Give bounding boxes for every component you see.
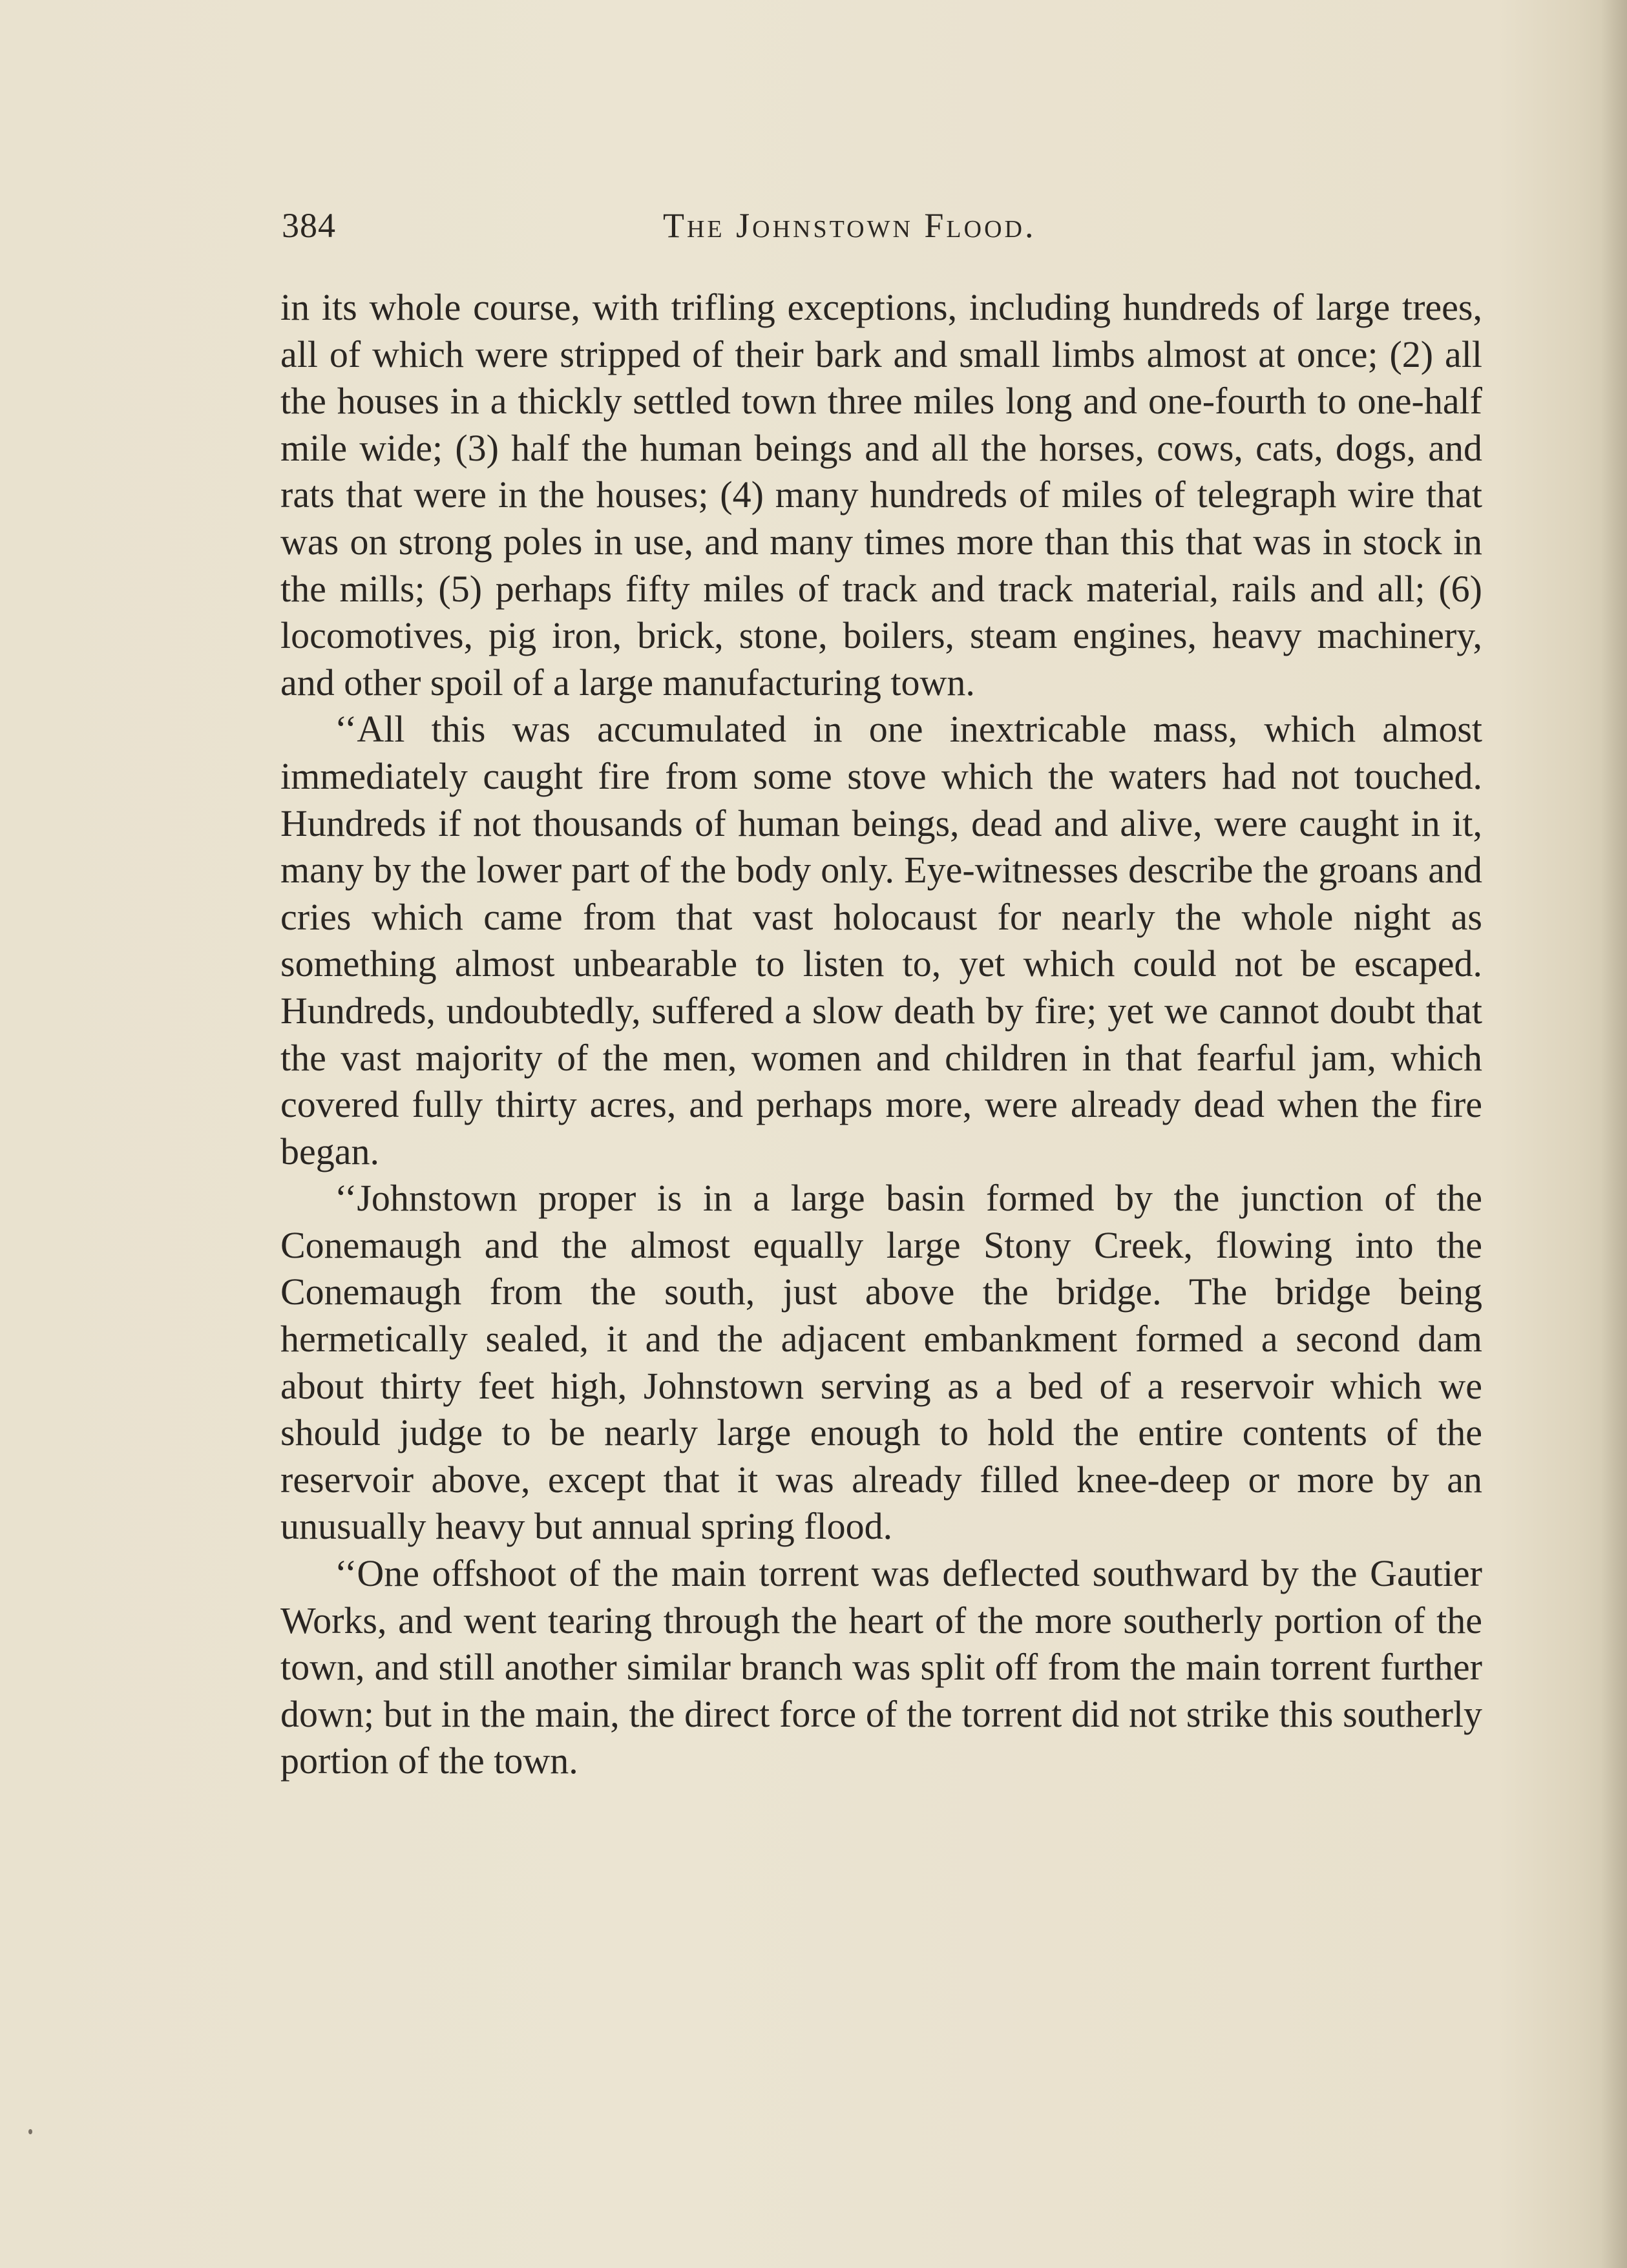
paragraph-2: ‘‘All this was accumulated in one inextricable mass, which almost immediately caught fire from some stove which the waters had not touched. Hundreds if not thousands of human beings, dead and alive, were caught in it, many by the lower part of the body only. Eye-witnesses describe the groans and cries which came from that vast holocaust for nearly the whole night as something almost unbearable to listen to, yet which could not be escaped. Hundreds, undoubtedly, suffered a slow death by fire; yet we cannot doubt that the vast majority of the men, women and children in that fearful jam, which covered fully thirty acres, and perhaps more, were already dead when the fire began. [280,708,1482,1172]
body-text [280,284,1482,1785]
page-number: 384 [282,206,336,245]
running-title: The Johnstown Flood. [663,206,1036,245]
page-edge-shadow [1601,0,1627,2268]
paragraph-3: ‘‘Johnstown proper is in a large basin formed by the junction of the Conemaugh and the almost equally large Stony Creek, flowing into the Conemaugh from the south, just above the bridge. The bridge being hermetically sealed, it and the adjacent embankment formed a second dam about thirty feet high, Johnstown serving as a bed of a reservoir which we should judge to be nearly large enough to hold the entire contents of the reservoir above, except that it was already filled knee-deep or more by an unusually heavy but annual spring flood. [280,1177,1482,1548]
running-head [282,205,1484,264]
paragraph-1: in its whole course, with trifling exceptions, including hundreds of large trees, all of which were stripped of their bark and small limbs almost at once; (2) all the houses in a thickly settled town three miles long and one-fourth to one-half mile wide; (3) half the human beings and all the horses, cows, cats, dogs, and rats that were in the houses; (4) many hundreds of miles of telegraph wire that was on strong poles in use, and many times more than this that was in stock in the mills; (5) perhaps fifty miles of track and track material, rails and all; (6) locomotives, pig iron, brick, stone, boilers, steam engines, heavy machinery, and other spoil of a large manufacturing town. [280,286,1482,703]
paragraph-4: ‘‘One offshoot of the main torrent was deflected southward by the Gautier Works, and went tearing through the heart of the more southerly portion of the town, and still another similar branch was split off from the main torrent further down; but in the main, the direct force of the torrent did not strike this southerly portion of the town. [280,1552,1482,1782]
paper-speck [28,2129,32,2134]
